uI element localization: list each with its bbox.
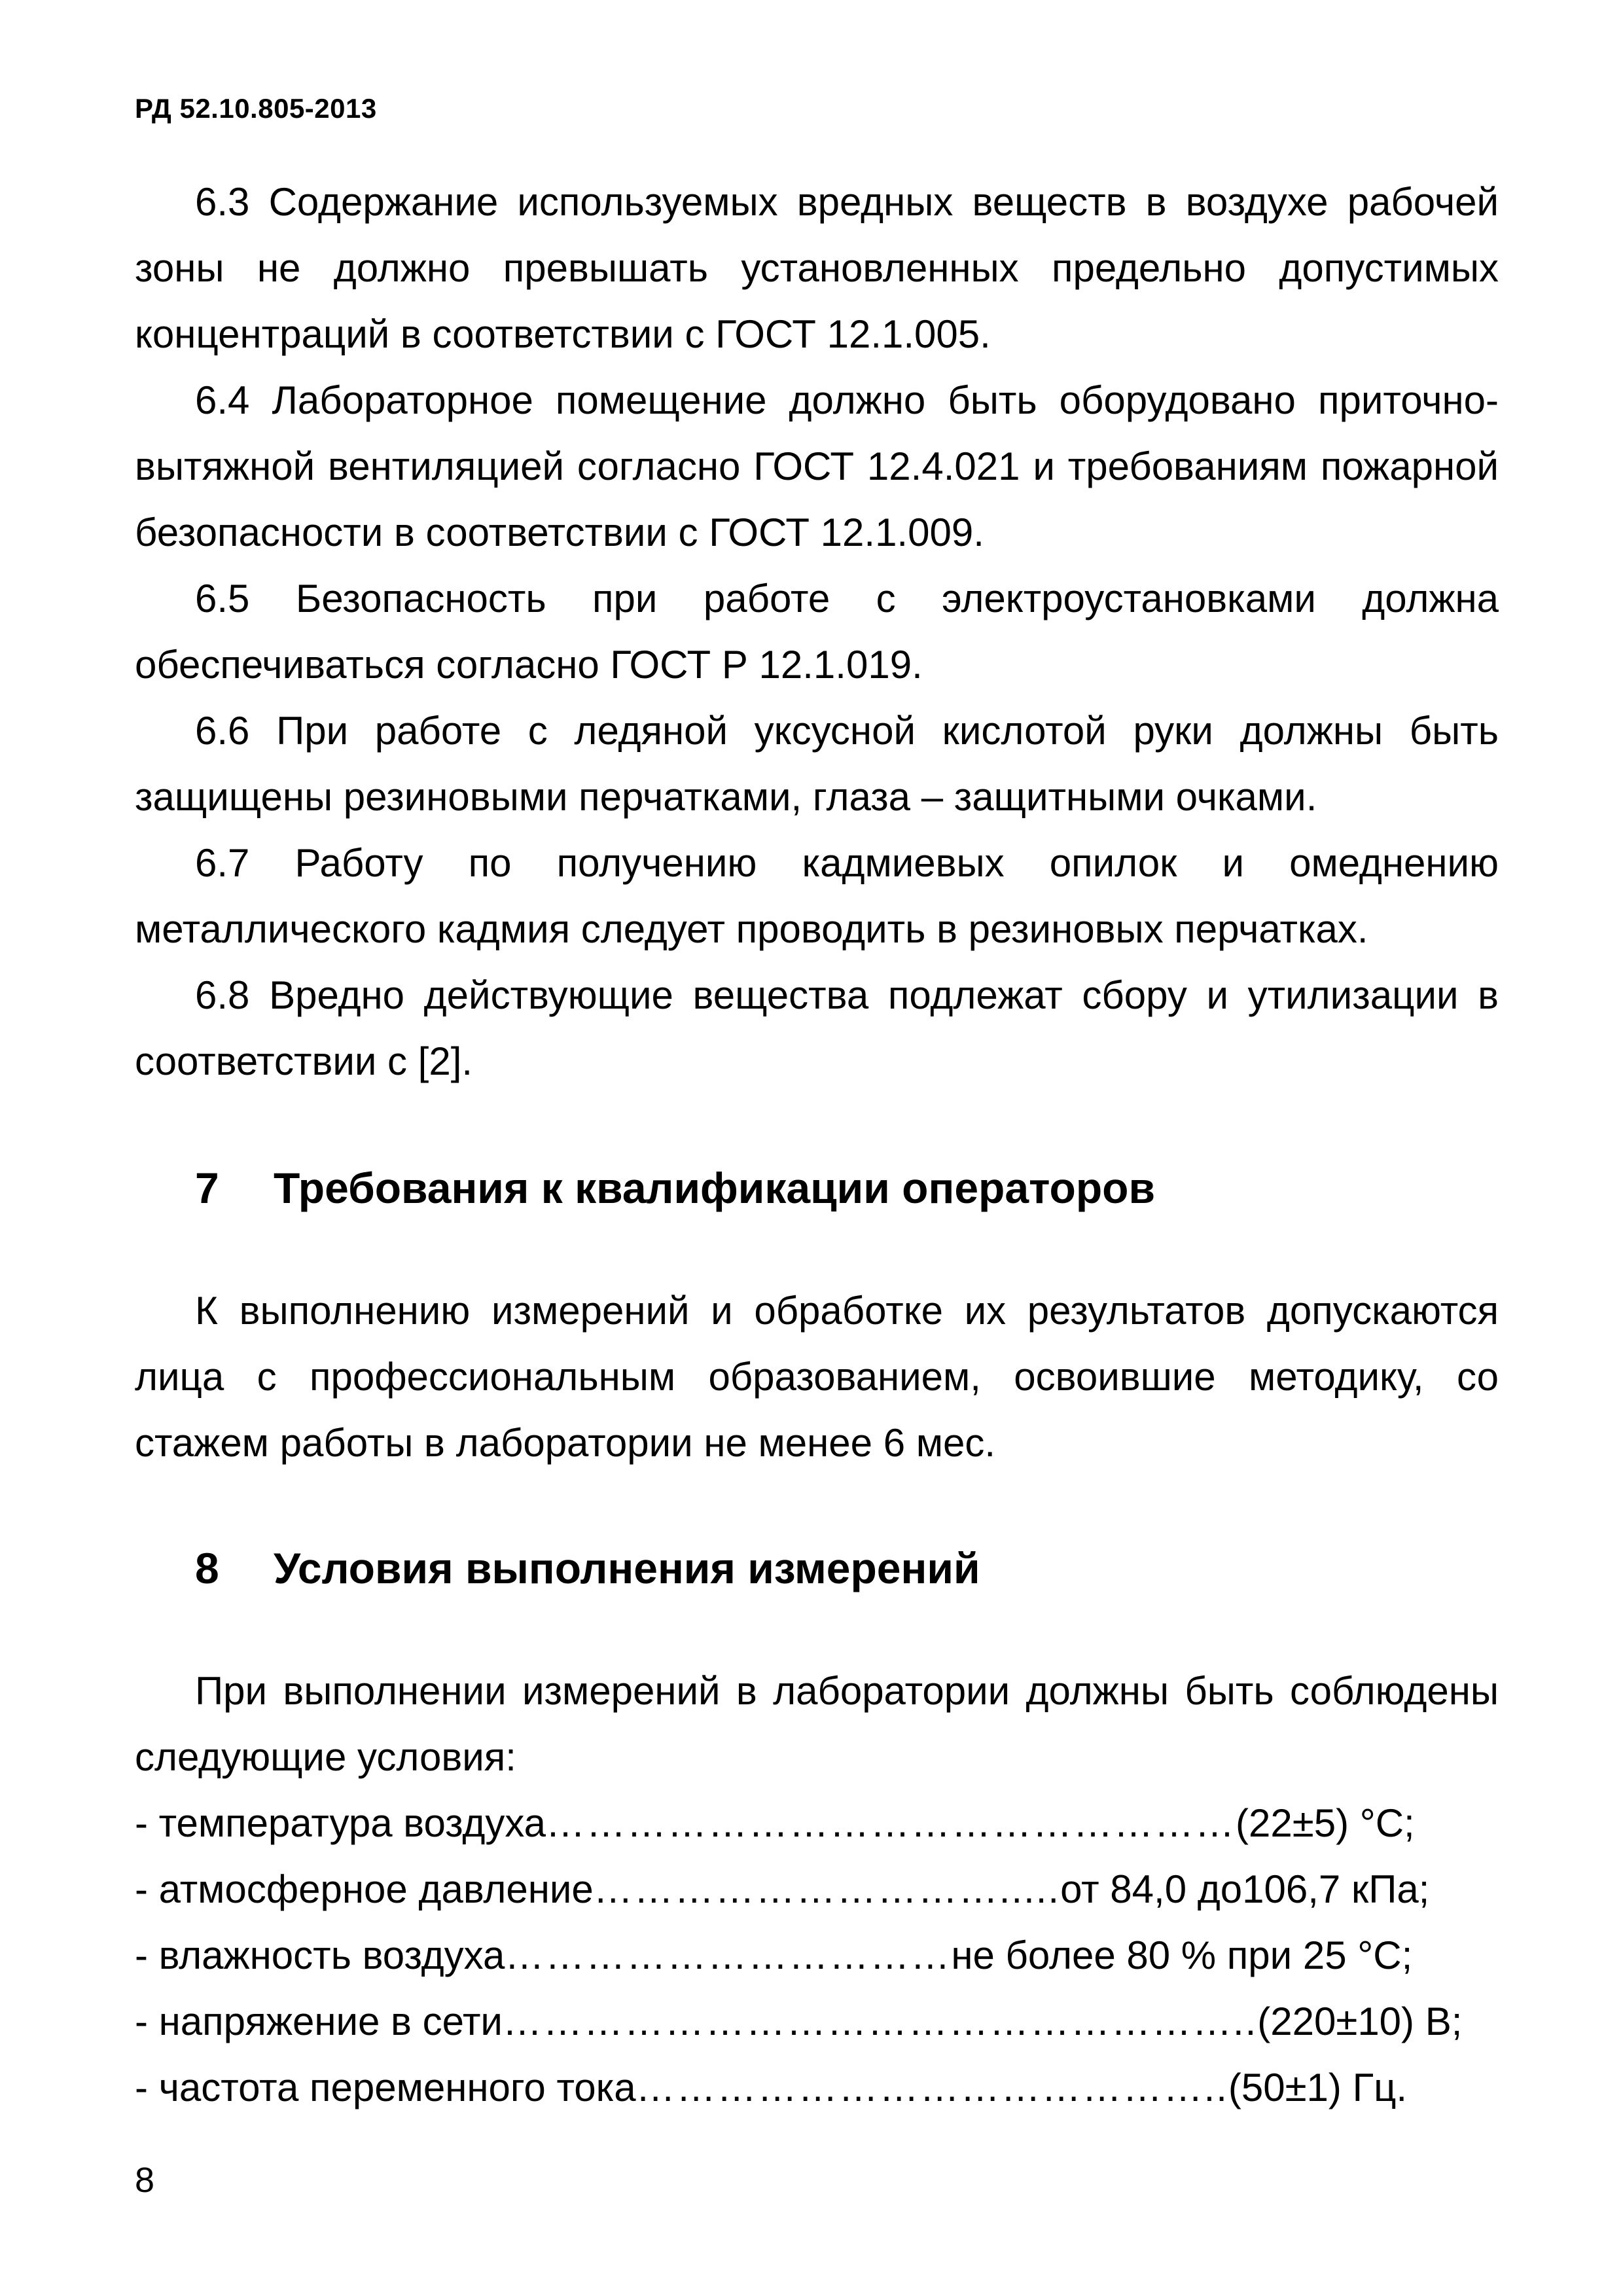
condition-label: - атмосферное давление [135,1867,594,1911]
condition-label: - температура воздуха [135,1801,546,1845]
paragraph-6-5: 6.5 Безопасность при работе с электроустановками должна обеспечиваться согласно ГОСТ Р 12.1.019. [135,577,1499,687]
paragraph-6-3: 6.3 Содержание используемых вредных веществ в воздухе рабочей зоны не должно превышать установленных предельно допустимых концентраций в соответствии с ГОСТ 12.1.005. [135,180,1499,356]
condition-leader-dots: ……………………………………………….. [502,2000,1258,2043]
section-8-title: Условия выполнения измерений [274,1544,980,1592]
condition-value: от 84,0 до106,7 кПа; [1060,1867,1430,1911]
condition-leader-dots: …………………………………….. [635,2066,1228,2109]
paragraph-6-4: 6.4 Лабораторное помещение должно быть оборудовано приточно-вытяжной вентиляцией согласно ГОСТ 12.4.021 и требованиям пожарной безопасности в соответствии с ГОСТ 12.1.009. [135,378,1499,554]
section-7-title: Требования к квалификации операторов [274,1164,1156,1212]
section-8-number: 8 [195,1544,219,1592]
condition-voltage [135,1988,1499,2054]
paragraph-6-7: 6.7 Работу по получению кадмиевых опилок и омеднению металлического кадмия следует проводить в резиновых перчатках. [135,841,1499,951]
paragraph-6-6: 6.6 При работе с ледяной уксусной кислотой руки должны быть защищены резиновыми перчатками, глаза – защитными очками. [135,709,1499,819]
page-number: 8 [135,2161,155,2200]
condition-temperature [135,1790,1499,1856]
condition-label: - влажность воздуха [135,1933,505,1977]
condition-frequency [135,2054,1499,2121]
condition-pressure [135,1856,1499,1922]
condition-value: (220±10) В; [1257,2000,1463,2043]
condition-value: (22±5) °С; [1236,1801,1415,1845]
conditions-list [135,1790,1499,2121]
condition-value: (50±1) Гц. [1228,2066,1408,2109]
condition-label: - напряжение в сети [135,2000,503,2043]
section-8-intro: При выполнении измерений в лаборатории должны быть соблюдены следующие условия: [135,1669,1499,1779]
section-7-text: К выполнению измерений и обработке их результатов допускаются лица с профессиональным образованием, освоившие методику, со стажем работы в лаборатории не менее 6 мес. [135,1289,1499,1465]
condition-leader-dots: …………………………… [505,1933,952,1977]
condition-leader-dots: …………………………………………… [546,1801,1236,1845]
section-7-number: 7 [195,1164,219,1212]
condition-value: не более 80 % при 25 °С; [951,1933,1413,1977]
section-7-heading [195,1158,1499,1217]
section-8-heading [195,1539,1499,1598]
paragraph-6-8: 6.8 Вредно действующие вещества подлежат сбору и утилизации в соответствии с [2]. [135,973,1499,1083]
condition-label: - частота переменного тока [135,2066,636,2109]
condition-humidity [135,1922,1499,1988]
page-content [135,169,1499,2121]
condition-leader-dots: …………………………..... [593,1867,1061,1911]
document-code: РД 52.10.805-2013 [135,93,377,124]
